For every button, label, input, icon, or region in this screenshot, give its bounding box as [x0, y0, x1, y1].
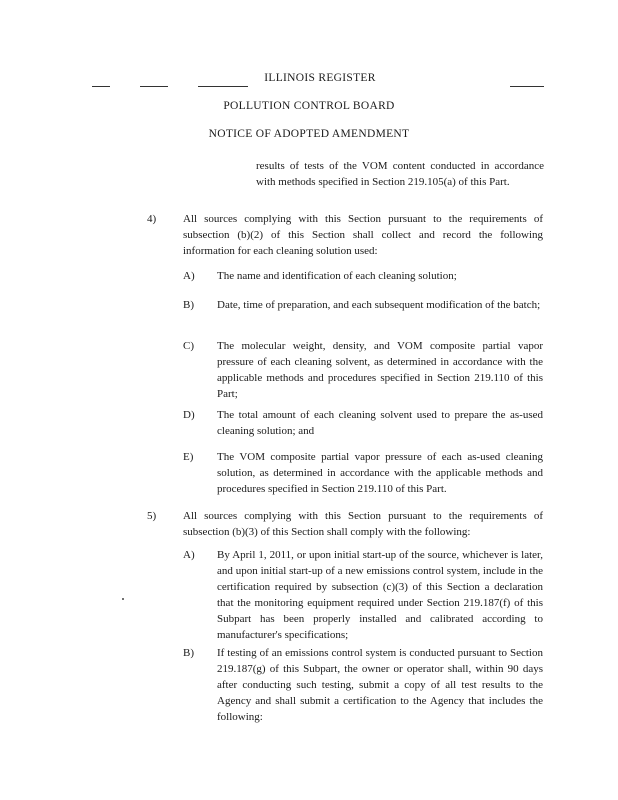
item-text-4c: The molecular weight, density, and VOM composite partial vapor pressure of each cleaning solvent, as determined in accordance with the applicable methods and procedures specified in Section 219.110 of this Part;: [217, 340, 543, 400]
scan-speck: [122, 598, 124, 600]
item-label-4b: B): [183, 299, 194, 311]
continuation-paragraph: results of tests of the VOM content conducted in accordance with methods specified in Section 219.105(a) of this Part.: [256, 160, 544, 188]
header-rule-left-3: [198, 86, 248, 87]
item-label-5a: A): [183, 549, 195, 561]
register-title: ILLINOIS REGISTER: [264, 72, 376, 84]
item-text-5b: If testing of an emissions control system is conducted pursuant to Section 219.187(g) of this Subpart, the owner or operator shall, within 90 days after conducting such testing, submit a copy of all test results to the Agency and shall submit a certification to the Agency that includes the following:: [217, 647, 543, 723]
item-label-5b: B): [183, 647, 194, 659]
item-text-4d: The total amount of each cleaning solvent used to prepare the as-used cleaning solution; and: [217, 409, 543, 437]
item-label-4a: A): [183, 270, 195, 282]
section-text-4: All sources complying with this Section pursuant to the requirements of subsection (b)(2) of this Section shall collect and record the following information for each cleaning solution used:: [183, 213, 543, 257]
header-rule-left-2: [140, 86, 168, 87]
item-label-4c: C): [183, 340, 194, 352]
section-text-5: All sources complying with this Section pursuant to the requirements of subsection (b)(3) of this Section shall comply with the following:: [183, 510, 543, 538]
item-text-4b: Date, time of preparation, and each subsequent modification of the batch;: [217, 299, 541, 311]
section-label-4: 4): [147, 213, 157, 225]
item-text-4a: The name and identification of each cleaning solution;: [217, 270, 457, 282]
item-text-5a: By April 1, 2011, or upon initial start-up of the source, whichever is later, and upon initial start-up of a new emissions control system, include in the certification required by subsection (c)(3) of this Section a declaration that the monitoring equipment required under Section 219.187(f) of this Subpart has been properly installed and calibrated according to manufacturer's specifications;: [217, 549, 543, 641]
item-label-4e: E): [183, 451, 194, 463]
item-text-4e: The VOM composite partial vapor pressure of each as-used cleaning solution, as determined in accordance with the applicable methods and procedures specified in Section 219.110 of this Part.: [217, 451, 543, 495]
notice-title: NOTICE OF ADOPTED AMENDMENT: [208, 128, 410, 140]
header-rule-right: [510, 86, 544, 87]
header-rule-left: [92, 86, 110, 87]
board-title: POLLUTION CONTROL BOARD: [223, 100, 395, 112]
section-label-5: 5): [147, 510, 157, 522]
item-label-4d: D): [183, 409, 195, 421]
